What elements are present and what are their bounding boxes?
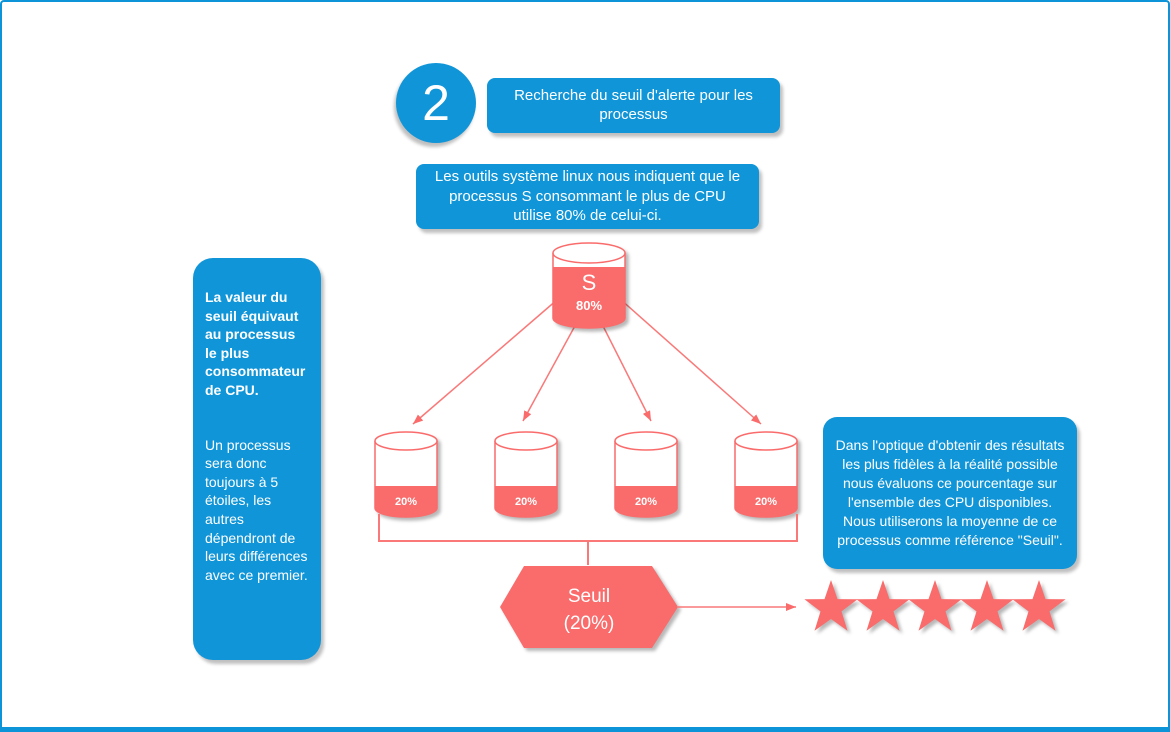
star-icon [908,580,961,631]
star-icon [960,580,1013,631]
flow-arrow-1 [413,299,558,424]
cylinder-cpu-top [375,432,437,450]
cylinder-cpu-top [735,432,797,450]
cylinder-cpu-value: 20% [754,496,778,508]
note-threshold-rest-text: Un processus sera donc toujours à 5 étoiles, les autres dépendront de leurs différences avec ce premier. [205,436,308,583]
hexagon-seuil-line1: Seuil [567,586,611,607]
cpu-cylinders-group [375,432,797,517]
cylinder-cpu-4 [735,432,797,517]
note-cpu-average-text: Dans l'optique d'obtenir des résultats les plus fidèles à la réalité possible nous évaluons ce pourcentage sur l'ensemble des CPU disponibles. Nous utiliserons la moyenne de ce processus comme référence "Seuil". [835,436,1065,549]
star-icon [804,580,857,631]
bracket [379,514,797,541]
cylinder-cpu-top [495,432,557,450]
cylinder-cpu-value: 20% [394,496,418,508]
flow-arrow-3 [602,324,651,421]
step-number: 2 [422,75,450,131]
cylinder-cpu-1 [375,432,437,517]
cylinder-main-value: 80% [575,298,603,313]
flow-arrow-4 [620,299,761,424]
note-threshold-bold-text: La valeur du seuil équivaut au processus le plus consommateur de CPU. [205,289,306,399]
hexagon-seuil [500,566,678,648]
bottom-bar [0,727,1170,732]
note-linux-tools-text: Les outils système linux nous indiquent que le processus S consommant le plus de CPU utilise 80% de celui-ci. [434,167,741,225]
step-title: Recherche du seuil d'alerte pour les processus [514,86,753,123]
cylinder-cpu-value: 20% [634,496,658,508]
cylinder-main-top [553,243,625,263]
cylinder-cpu-value: 20% [514,496,538,508]
hexagon-seuil-line2: (20%) [563,613,615,634]
star-icon [856,580,909,631]
stars-group [804,580,1065,631]
flow-arrow-2 [523,324,576,421]
cylinder-cpu-3 [615,432,677,517]
hexagon-seuil-shape [500,566,678,648]
star-icon [1012,580,1065,631]
cylinder-cpu-2 [495,432,557,517]
cylinder-cpu-top [615,432,677,450]
cylinder-main-label: S [581,270,597,295]
cylinder-main-process [553,243,625,328]
